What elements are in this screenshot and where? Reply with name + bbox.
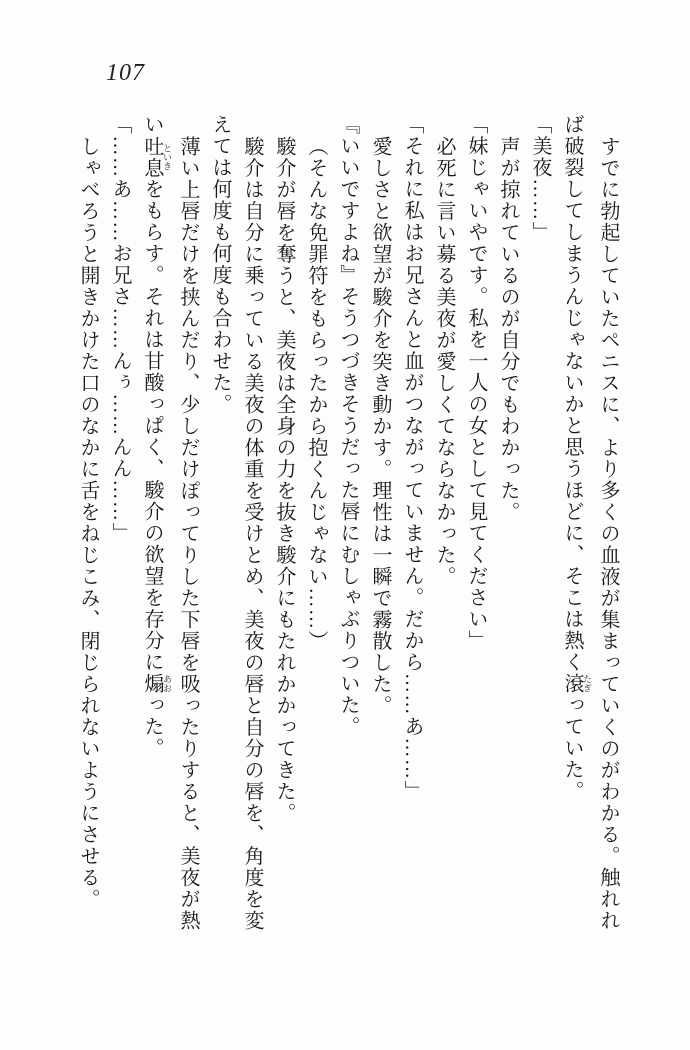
text-body (72, 114, 624, 966)
text-column-4: 声が掠れているのが自分でもわかった。 (497, 135, 519, 523)
text-column-7: 「それに私はお兄さんと血がつながっていません。だから……あ……」 (401, 114, 423, 802)
text-column-14: 薄い上唇だけを挟んだり、少しだけぽってりした下唇を吸ったりすると、美夜が熱 (177, 135, 199, 932)
text-column-10: （そんな免罪符をもらったから抱くんじゃない……） (305, 135, 327, 652)
text-column-1: すでに勃起していたペニスに、より多くの血液が集まっていくのがわかる。触れれ (597, 135, 619, 932)
text-column-2: ば破裂してしまうんじゃないかと思うほどに、そこは熱く滾 たぎっていた。 (561, 114, 592, 802)
text-column-11: 駿介が唇を奪うと、美夜は全身の力を抜き駿介にもたれかかってきた。 (273, 135, 295, 824)
text-column-17: しゃべろうと開きかけた口のなかに舌をねじこみ、閉じられないようにさせる。 (77, 135, 99, 910)
text-column-9: 『いいですよね』そうつづきそうだった唇にむしゃぶりついた。 (337, 114, 359, 738)
text-column-15: い吐息 といきをもらす。それは甘酸っぱく、駿介の欲望を存分に煽 あおった。 (141, 114, 172, 759)
furigana-annotated-word: 煽 あお (141, 673, 172, 695)
text-column-5: 「妹じゃいやです。私を一人の女として見てください」 (465, 114, 487, 652)
page-number: 107 (106, 60, 145, 86)
text-column-13: えては何度も何度も合わせた。 (209, 114, 231, 415)
furigana-annotated-word: 吐息 といき (141, 135, 172, 179)
text-column-6: 必死に言い募る美夜が愛しくてならなかった。 (433, 135, 455, 588)
text-column-12: 駿介は自分に乗っている美夜の体重を受けとめ、美夜の唇と自分の唇を、角度を変 (241, 135, 263, 932)
furigana-annotated-word: 滾 たぎ (561, 673, 592, 695)
text-column-3: 「美夜……」 (529, 114, 551, 243)
text-column-16: 「……あ……お兄さ……んぅ……んん……」 (109, 114, 131, 544)
text-column-8: 愛しさと欲望が駿介を突き動かす。理性は一瞬で霧散した。 (369, 135, 391, 717)
